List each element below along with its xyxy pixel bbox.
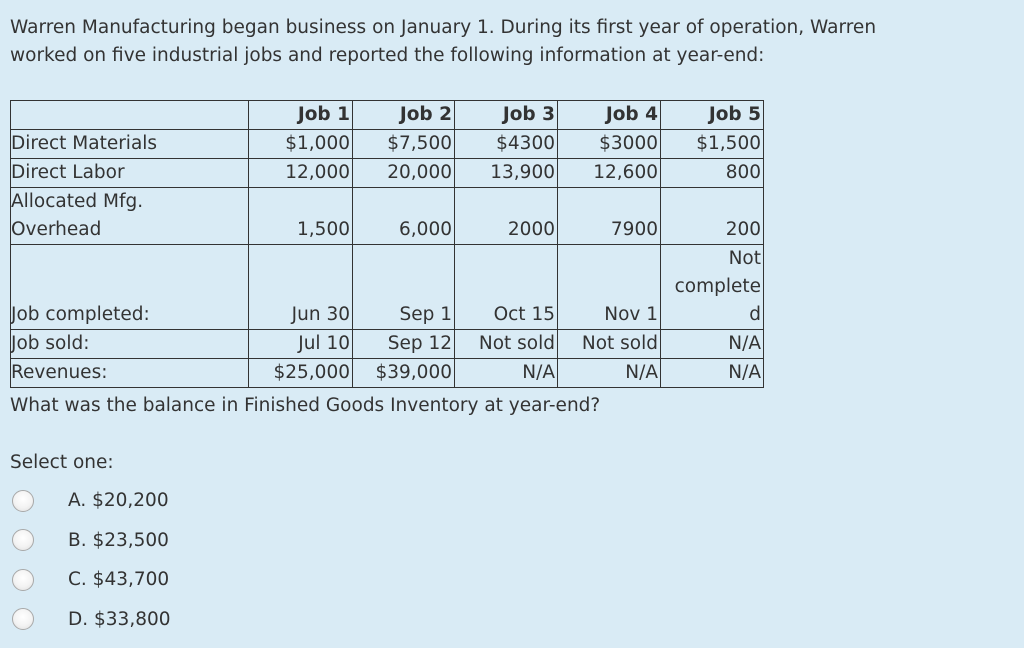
option-b[interactable] <box>12 521 171 561</box>
table-cell: Not sold <box>455 330 558 359</box>
row-label-direct-materials: Direct Materials <box>11 130 249 159</box>
table-header-row <box>11 101 764 130</box>
header-job-1: Job 1 <box>249 101 353 130</box>
table-cell: 800 <box>661 159 764 188</box>
question-line-1: Warren Manufacturing began business on January 1. During its first year of operation, Warren <box>10 17 877 38</box>
table-cell: Sep 12 <box>353 330 455 359</box>
radio-button-c[interactable] <box>12 569 34 591</box>
option-d-label[interactable]: D. $33,800 <box>68 608 171 630</box>
header-job-2: Job 2 <box>353 101 455 130</box>
table-corner-cell <box>11 101 249 130</box>
row-label-revenues: Revenues: <box>11 359 249 388</box>
table-cell: $25,000 <box>249 359 353 388</box>
table-row-revenues <box>11 359 764 388</box>
table-cell: Nov 1 <box>558 245 661 330</box>
table-cell: $39,000 <box>353 359 455 388</box>
table-cell: 200 <box>661 188 764 245</box>
question-text <box>10 14 1010 70</box>
table-cell: Not sold <box>558 330 661 359</box>
question-line-2: worked on five industrial jobs and reported the following information at year-end: <box>10 45 765 66</box>
table-row-direct-materials <box>11 130 764 159</box>
table-cell: N/A <box>661 359 764 388</box>
row-label-sold: Job sold: <box>11 330 249 359</box>
table-cell: $7,500 <box>353 130 455 159</box>
table-cell: 12,600 <box>558 159 661 188</box>
radio-button-d[interactable] <box>12 608 34 630</box>
option-c[interactable] <box>12 560 171 600</box>
option-a[interactable] <box>12 481 171 521</box>
table-cell: N/A <box>455 359 558 388</box>
table-cell: 6,000 <box>353 188 455 245</box>
option-a-label[interactable]: A. $20,200 <box>68 490 169 512</box>
job5-completed-part-2: complete <box>674 276 761 297</box>
question-prompt: What was the balance in Finished Goods Inventory at year-end? <box>10 395 601 416</box>
radio-button-b[interactable] <box>12 529 34 551</box>
job5-completed-part-3: d <box>749 304 761 325</box>
table-row-completed <box>11 245 764 330</box>
table-cell: 2000 <box>455 188 558 245</box>
radio-button-a[interactable] <box>12 490 34 512</box>
option-c-label[interactable]: C. $43,700 <box>68 569 170 591</box>
header-job-3: Job 3 <box>455 101 558 130</box>
answer-options <box>12 481 171 639</box>
table-row-direct-labor <box>11 159 764 188</box>
select-one-label: Select one: <box>10 452 114 473</box>
table-cell: Jun 30 <box>249 245 353 330</box>
table-cell: $1,000 <box>249 130 353 159</box>
option-b-label[interactable]: B. $23,500 <box>68 529 169 551</box>
option-d[interactable] <box>12 600 171 640</box>
row-label-direct-labor: Direct Labor <box>11 159 249 188</box>
table-cell: Sep 1 <box>353 245 455 330</box>
table-cell: Oct 15 <box>455 245 558 330</box>
table-cell-job5-completed <box>661 245 764 330</box>
table-cell: 1,500 <box>249 188 353 245</box>
row-label-completed: Job completed: <box>11 245 249 330</box>
table-cell: 20,000 <box>353 159 455 188</box>
table-cell: $1,500 <box>661 130 764 159</box>
table-cell: 13,900 <box>455 159 558 188</box>
header-job-4: Job 4 <box>558 101 661 130</box>
table-cell: 7900 <box>558 188 661 245</box>
table-cell: Jul 10 <box>249 330 353 359</box>
header-job-5: Job 5 <box>661 101 764 130</box>
table-row-sold <box>11 330 764 359</box>
job-data-table <box>10 100 764 388</box>
job5-completed-part-1: Not <box>728 248 761 269</box>
table-cell: N/A <box>558 359 661 388</box>
table-cell: $4300 <box>455 130 558 159</box>
table-row-overhead <box>11 188 764 245</box>
table-cell: $3000 <box>558 130 661 159</box>
row-label-overhead-line-2: Overhead <box>11 219 102 240</box>
table-cell: 12,000 <box>249 159 353 188</box>
row-label-overhead <box>11 188 249 245</box>
table-cell: N/A <box>661 330 764 359</box>
row-label-overhead-line-1: Allocated Mfg. <box>11 191 144 212</box>
